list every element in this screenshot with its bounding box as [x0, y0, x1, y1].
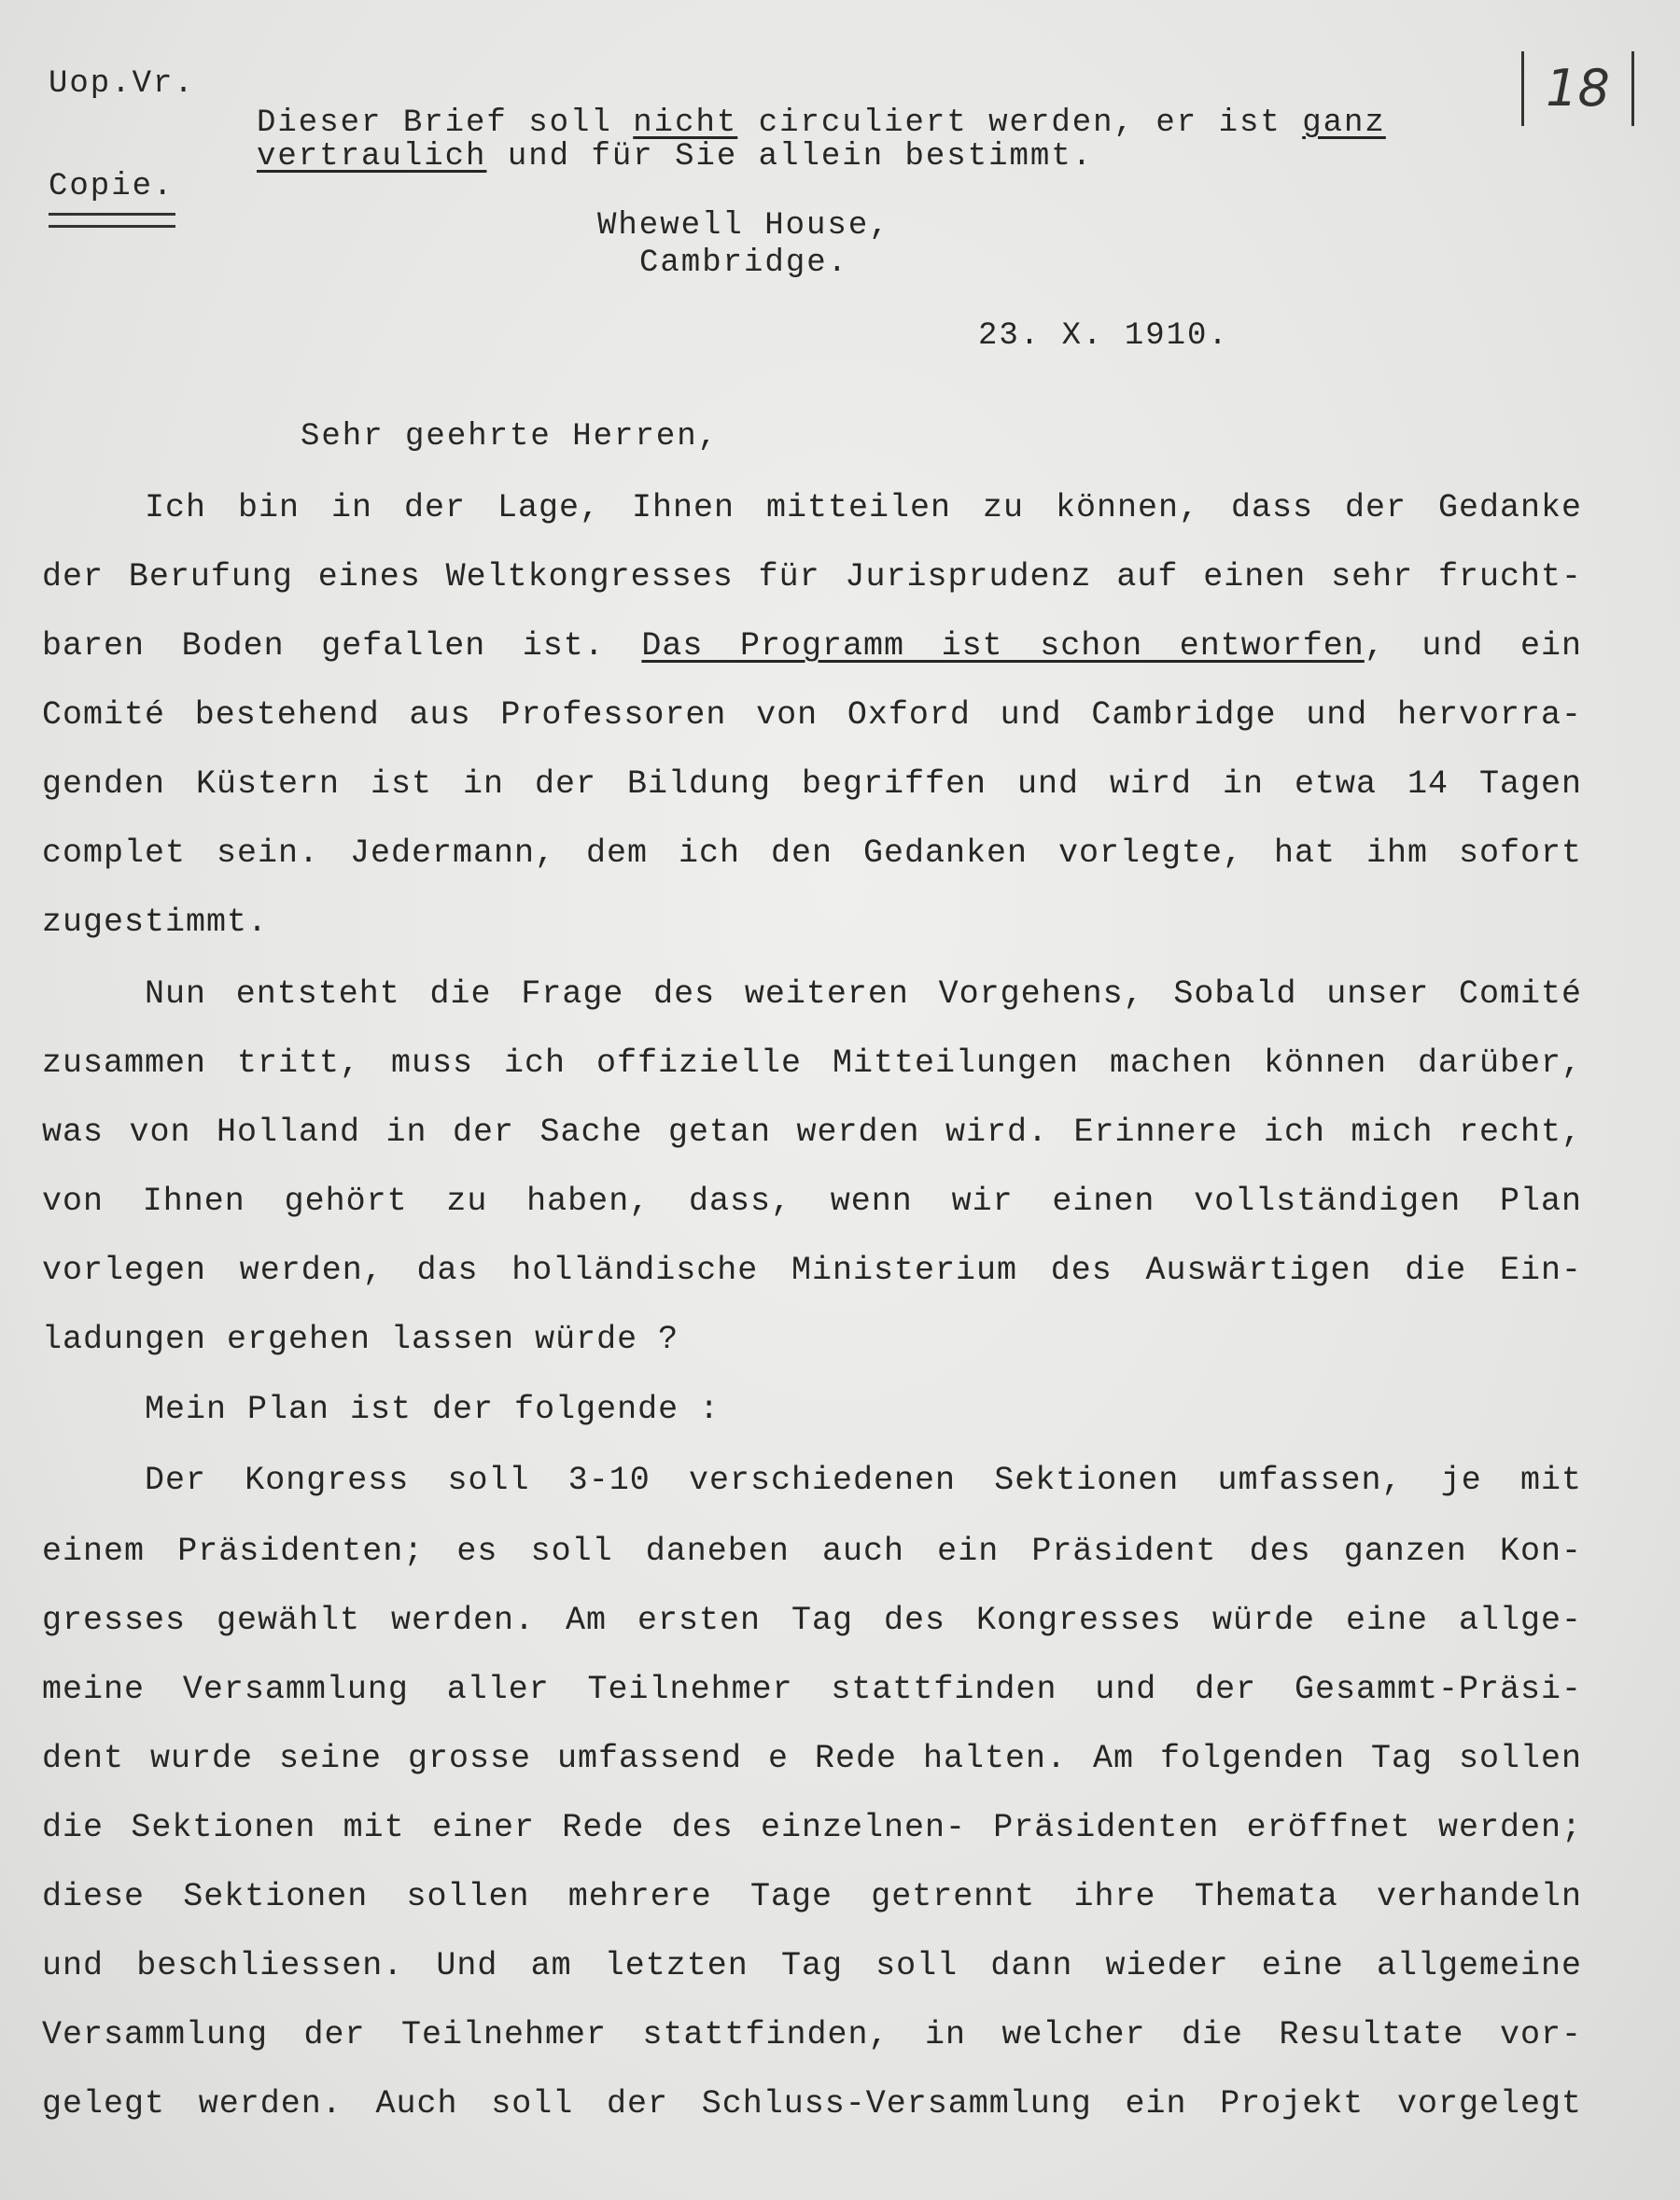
page-number-stamp: 18 — [1521, 51, 1634, 126]
paragraph-4-line: dent wurde seine grosse umfassend e Rede halten. Am folgenden Tag sollen — [42, 1740, 1582, 1777]
paragraph-1-line: genden Küstern ist in der Bildung begriffen und wird in etwa 14 Tagen — [42, 765, 1582, 803]
paragraph-4-line: gresses gewählt werden. Am ersten Tag des Kongresses würde eine allge- — [42, 1602, 1582, 1639]
paragraph-4-line: und beschliessen. Und am letzten Tag soll dann wieder eine allgemeine — [42, 1947, 1582, 1984]
paragraph-4-line: diese Sektionen sollen mehrere Tage getrennt ihre Themata verhandeln — [42, 1878, 1582, 1915]
paragraph-4-line: meine Versammlung aller Teilnehmer stattfinden und der Gesammt-Präsi- — [42, 1671, 1582, 1708]
paragraph-1-line: baren Boden gefallen ist. Das Programm ist schon entworfen, und ein — [42, 627, 1583, 665]
paragraph-4-line: Der Kongress soll 3-10 verschiedenen Sektionen umfassen, je mit — [145, 1462, 1582, 1499]
paragraph-1-line: Comité bestehend aus Professoren von Oxford und Cambridge und hervorra- — [42, 696, 1582, 734]
paragraph-1-line: Ich bin in der Lage, Ihnen mitteilen zu können, dass der Gedanke — [145, 489, 1582, 526]
double-underline — [49, 213, 175, 228]
address-line1: Whewell House, — [597, 208, 890, 244]
address-line2: Cambridge. — [639, 245, 849, 281]
paragraph-1-line: complet sein. Jedermann, dem ich den Gedanken vorlegte, hat ihm sofort — [42, 834, 1582, 872]
paragraph-2-line: zusammen tritt, muss ich offizielle Mitteilungen machen können darüber, — [42, 1044, 1582, 1082]
confidential-note-line2: vertraulich und für Sie allein bestimmt. — [257, 139, 1094, 175]
paragraph-4-line: Versammlung der Teilnehmer stattfinden, in welcher die Resultate vor- — [42, 2016, 1582, 2053]
reference-mark: Uop.Vr. — [49, 66, 195, 102]
paragraph-4-line: die Sektionen mit einer Rede des einzelnen- Präsidenten eröffnet werden; — [42, 1809, 1582, 1846]
paragraph-4-line: einem Präsidenten; es soll daneben auch ein Präsident des ganzen Kon- — [42, 1533, 1582, 1570]
paragraph-2-line: was von Holland in der Sache getan werden wird. Erinnere ich mich recht, — [42, 1114, 1582, 1151]
paragraph-3-line: Mein Plan ist der folgende : — [145, 1391, 721, 1428]
salutation: Sehr geehrte Herren, — [301, 419, 720, 455]
confidential-note-line1: Dieser Brief soll nicht circuliert werden, er ist ganz — [257, 105, 1386, 141]
paragraph-1-line: der Berufung eines Weltkongresses für Jurisprudenz auf einen sehr frucht- — [42, 558, 1582, 596]
paragraph-2-line: vorlegen werden, das holländische Ministerium des Auswärtigen die Ein- — [42, 1252, 1582, 1289]
paragraph-2-line: ladungen ergehen lassen würde ? — [42, 1321, 679, 1358]
letter-date: 23. X. 1910. — [978, 318, 1229, 354]
paragraph-4-line: gelegt werden. Auch soll der Schluss-Versammlung ein Projekt vorgelegt — [42, 2085, 1582, 2123]
paragraph-2-line: von Ihnen gehört zu haben, dass, wenn wir einen vollständigen Plan — [42, 1183, 1582, 1220]
copy-label: Copie. — [49, 169, 175, 204]
paragraph-2-line: Nun entsteht die Frage des weiteren Vorgehens, Sobald unser Comité — [145, 975, 1582, 1013]
paragraph-1-line: zugestimmt. — [42, 904, 269, 941]
